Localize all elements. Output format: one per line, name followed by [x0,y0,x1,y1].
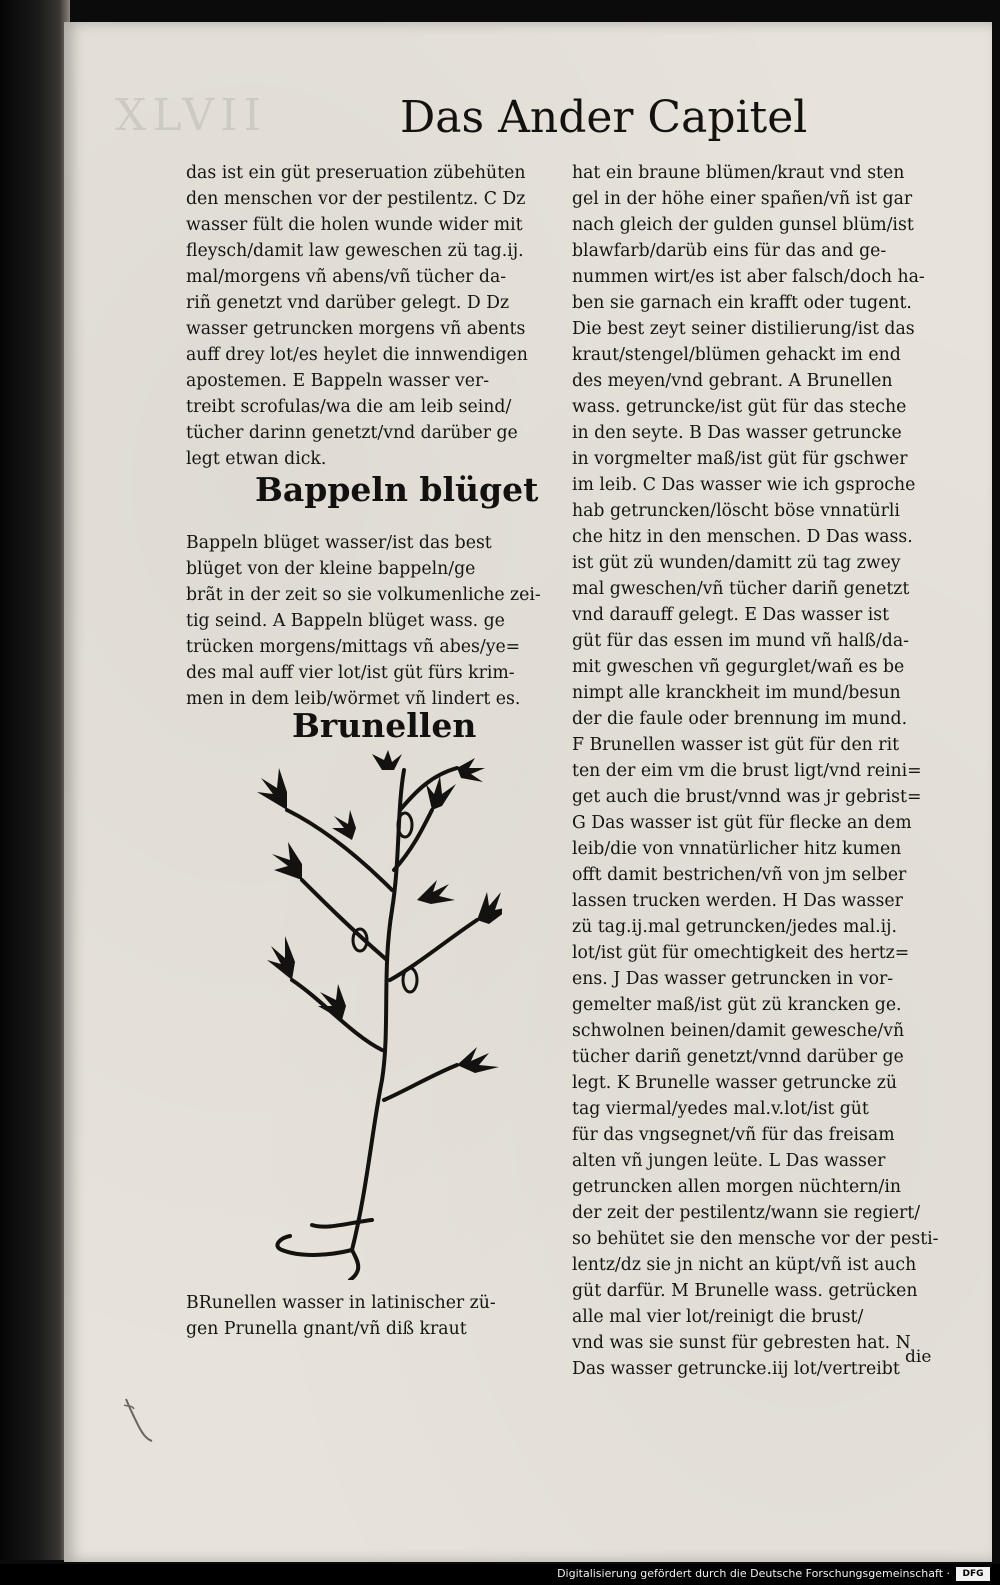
book-binding-edge [0,0,70,1560]
bappeln-text-line: Bappeln blüget wasser/ist das best [186,533,492,553]
brunellen-paragraph [186,1290,558,1342]
right-column-line: offt damit bestrichen/vñ von jm selber [572,865,907,885]
right-column-line: ben sie garnach ein krafft oder tugent. [572,293,912,313]
digitization-footer [0,1564,1000,1585]
right-column-line: der die faule oder brennung im mund. [572,709,908,729]
right-column-line: lassen trucken werden. H Das wasser [572,891,903,911]
right-column-line: im leib. C Das wasser wie ich gsproche [572,475,916,495]
bappeln-text-line: trücken morgens/mittags vñ abes/ye= [186,637,521,657]
right-column-line: gemelter maß/ist güt zü krancken ge. [572,995,902,1015]
right-column-line: G Das wasser ist güt für flecke an dem [572,813,912,833]
running-head: Das Ander Capitel [400,92,808,143]
left-column-line: wasser getruncken morgens vñ abents [186,319,526,339]
left-column-top [186,160,558,472]
right-column-line: der zeit der pestilentz/wann sie regiert/ [572,1203,921,1223]
right-column-line: nimpt alle kranckheit im mund/besun [572,683,901,703]
right-column-line: schwolnen beinen/damit gewesche/vñ [572,1021,905,1041]
left-column-line: mal/morgens vñ abens/vñ tücher da- [186,267,507,287]
left-column-line: den menschen vor der pestilentz. C Dz [186,189,526,209]
right-column-line: nummen wirt/es ist aber falsch/doch ha- [572,267,925,287]
right-column-line: alle mal vier lot/reinigt die brust/ [572,1307,864,1327]
right-column-line: tücher dariñ genetzt/vnnd darüber ge [572,1047,904,1067]
right-column-line: get auch die brust/vnnd was jr gebrist= [572,787,922,807]
right-column-line: che hitz in den menschen. D Das wass. [572,527,913,547]
left-column-line: wasser fült die holen wunde wider mit [186,215,523,235]
right-column-line: alten vñ jungen leüte. L Das wasser [572,1151,886,1171]
right-column-line: vnd was sie sunst für gebresten hat. N [572,1333,911,1353]
right-column-line: in den seyte. B Das wasser getruncke [572,423,902,443]
bappeln-text-line: blüget von der kleine bappeln/ge [186,559,476,579]
right-column-line: mit gweschen vñ gegurglet/wañ es be [572,657,905,677]
section-heading-brunellen: Brunellen [292,706,477,745]
pencil-mark-icon [120,1395,160,1445]
right-column-line: tag viermal/yedes mal.v.lot/ist güt [572,1099,869,1119]
right-column-line: lentz/dz sie jn nicht an küpt/vñ ist auch [572,1255,917,1275]
bappeln-text-line: des mal auff vier lot/ist güt fürs krim- [186,663,515,683]
bappeln-paragraph [186,530,558,712]
funding-notice: Digitalisierung gefördert durch die Deutsche Forschungsgemeinschaft · [557,1567,950,1580]
brunellen-text-line: gen Prunella gnant/vñ diß kraut [186,1319,467,1339]
bappeln-text-line: brãt in der zeit so sie volkumenliche zei- [186,585,541,605]
dfg-logo-icon: DFG [956,1567,990,1581]
left-column-line: riñ genetzt vnd darüber gelegt. D Dz [186,293,510,313]
right-column-line: hat ein braune blümen/kraut vnd sten [572,163,905,183]
right-column-line: gel in der höhe einer spañen/vñ ist gar [572,189,913,209]
right-column-line: lot/ist güt für omechtigkeit des hertz= [572,943,910,963]
right-column-line: so behütet sie den mensche vor der pesti- [572,1229,939,1249]
right-column-line: blawfarb/darüb eins für das and ge- [572,241,887,261]
right-column-line: ten der eim vm die brust ligt/vnd reini= [572,761,922,781]
right-column-line: güt darfür. M Brunelle wass. getrücken [572,1281,918,1301]
right-column-line: für das vngsegnet/vñ für das freisam [572,1125,895,1145]
right-column-line: wass. getruncke/ist güt für das steche [572,397,907,417]
left-column-line: auff drey lot/es heylet die innwendigen [186,345,528,365]
bappeln-text-line: tig seind. A Bappeln blüget wass. ge [186,611,505,631]
right-column-line: in vorgmelter maß/ist güt für gschwer [572,449,908,469]
brunellen-text-line: BRunellen wasser in latinischer zü- [186,1293,496,1313]
right-column-line: ens. J Das wasser getruncken in vor- [572,969,894,989]
right-column-line: mal gweschen/vñ tücher dariñ genetzt [572,579,910,599]
left-column-line: das ist ein güt preseruation zübehüten [186,163,526,183]
left-column-line: treibt scrofulas/wa die am leib seind/ [186,397,512,417]
brunella-plant-woodcut-icon [232,750,502,1280]
right-column-line: des meyen/vnd gebrant. A Brunellen [572,371,893,391]
right-column-line: hab getruncken/löscht böse vnnatürli [572,501,900,521]
left-column-line: apostemen. E Bappeln wasser ver- [186,371,490,391]
right-column-line: getruncken allen morgen nüchtern/in [572,1177,902,1197]
right-column-line: legt. K Brunelle wasser getruncke zü [572,1073,898,1093]
right-column-line: vnd darauff gelegt. E Das wasser ist [572,605,890,625]
right-column-line: zü tag.ij.mal getruncken/jedes mal.ij. [572,917,898,937]
right-column-line: Die best zeyt seiner distilierung/ist das [572,319,915,339]
bappeln-text-line: men in dem leib/wörmet vñ lindert es. [186,689,521,709]
right-column-line: kraut/stengel/blümen gehackt im end [572,345,901,365]
right-column-line: güt für das essen im mund vñ halß/da- [572,631,909,651]
right-column-line: nach gleich der gulden gunsel blüm/ist [572,215,914,235]
catchword: die [905,1347,932,1367]
left-column-line: fleysch/damit law geweschen zü tag.ij. [186,241,524,261]
left-column-line: legt etwan dick. [186,449,327,469]
right-column-line: leib/die von vnnatürlicher hitz kumen [572,839,902,859]
section-heading-bappeln: Bappeln blüget [255,470,539,509]
right-column-line: Das wasser getruncke.iij lot/vertreibt [572,1359,900,1379]
right-column-line: F Brunellen wasser ist güt für den rit [572,735,900,755]
right-column [572,160,957,1382]
bleed-through-text: XLVII [115,90,267,141]
left-column-line: tücher darinn genetzt/vnd darüber ge [186,423,518,443]
right-column-line: ist güt zü wunden/damitt zü tag zwey [572,553,901,573]
